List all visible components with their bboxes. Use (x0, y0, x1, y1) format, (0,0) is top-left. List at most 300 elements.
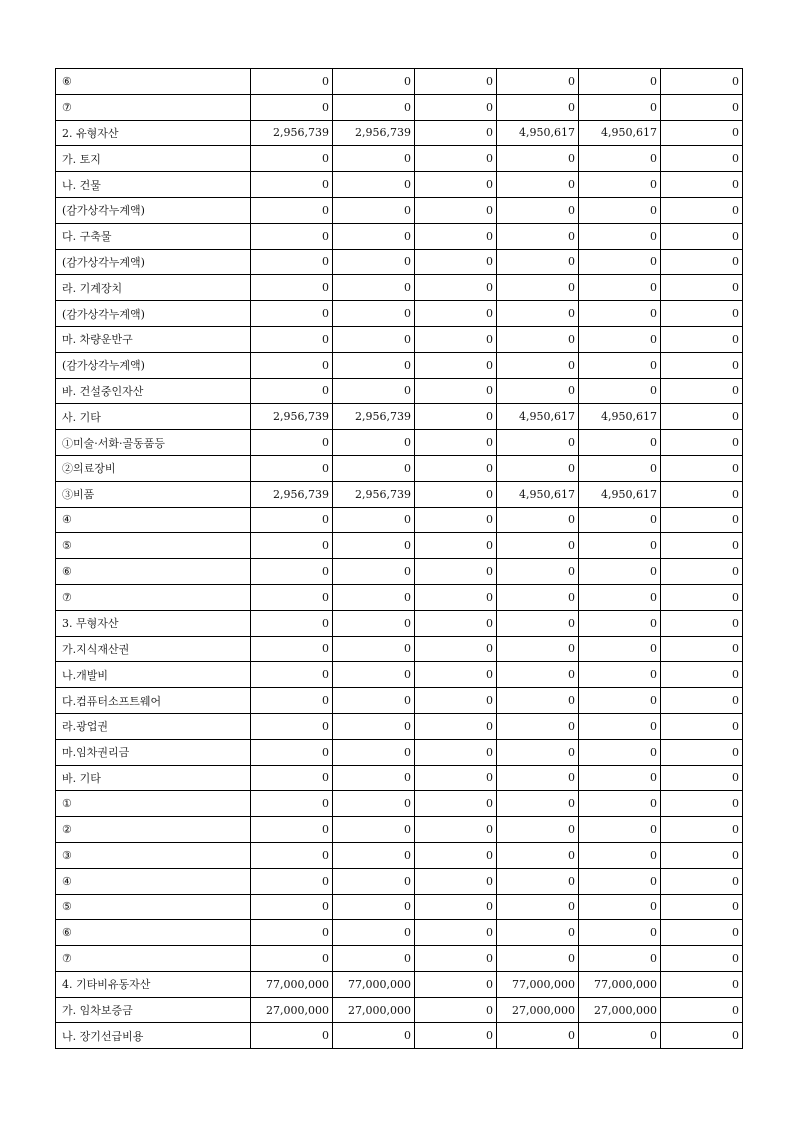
row-value-col-2: 0 (333, 249, 415, 275)
row-value-col-4: 0 (497, 223, 579, 249)
row-value-col-6: 0 (661, 920, 743, 946)
row-value-col-4: 0 (497, 739, 579, 765)
row-value-col-3: 0 (415, 275, 497, 301)
row-value-col-4: 0 (497, 533, 579, 559)
table-row (56, 1023, 743, 1049)
row-value-col-4: 0 (497, 1023, 579, 1049)
row-value-col-6: 0 (661, 326, 743, 352)
row-value-col-2: 0 (333, 894, 415, 920)
row-value-col-3: 0 (415, 817, 497, 843)
row-value-col-1: 0 (251, 430, 333, 456)
row-value-col-3: 0 (415, 894, 497, 920)
row-value-col-4: 0 (497, 791, 579, 817)
table-row (56, 997, 743, 1023)
table-row (56, 455, 743, 481)
row-value-col-1: 0 (251, 352, 333, 378)
row-value-col-5: 0 (579, 326, 661, 352)
row-value-col-1: 77,000,000 (251, 971, 333, 997)
row-value-col-3: 0 (415, 301, 497, 327)
row-value-col-6: 0 (661, 1023, 743, 1049)
row-value-col-6: 0 (661, 507, 743, 533)
row-value-col-6: 0 (661, 120, 743, 146)
row-value-col-5: 0 (579, 584, 661, 610)
row-value-col-2: 0 (333, 326, 415, 352)
row-value-col-2: 77,000,000 (333, 971, 415, 997)
row-value-col-4: 0 (497, 946, 579, 972)
row-value-col-4: 4,950,617 (497, 404, 579, 430)
row-value-col-2: 0 (333, 507, 415, 533)
row-value-col-4: 0 (497, 584, 579, 610)
row-value-col-6: 0 (661, 94, 743, 120)
row-value-col-6: 0 (661, 610, 743, 636)
row-value-col-3: 0 (415, 997, 497, 1023)
table-row (56, 739, 743, 765)
row-label: 마.임차권리금 (56, 739, 251, 765)
row-value-col-6: 0 (661, 172, 743, 198)
table-row (56, 301, 743, 327)
row-value-col-4: 0 (497, 146, 579, 172)
row-value-col-2: 0 (333, 791, 415, 817)
row-value-col-2: 0 (333, 868, 415, 894)
table-row (56, 533, 743, 559)
row-value-col-2: 0 (333, 378, 415, 404)
row-value-col-2: 0 (333, 1023, 415, 1049)
table-row (56, 69, 743, 95)
row-label: 라. 기계장치 (56, 275, 251, 301)
row-value-col-3: 0 (415, 662, 497, 688)
row-value-col-4: 0 (497, 894, 579, 920)
row-value-col-3: 0 (415, 172, 497, 198)
row-value-col-3: 0 (415, 971, 497, 997)
row-label: 나.개발비 (56, 662, 251, 688)
row-value-col-2: 0 (333, 275, 415, 301)
row-value-col-4: 0 (497, 197, 579, 223)
row-value-col-6: 0 (661, 378, 743, 404)
row-value-col-3: 0 (415, 920, 497, 946)
row-value-col-4: 0 (497, 507, 579, 533)
row-label: (감가상각누계액) (56, 352, 251, 378)
row-value-col-4: 0 (497, 610, 579, 636)
row-value-col-4: 0 (497, 455, 579, 481)
table-row (56, 894, 743, 920)
table-row (56, 94, 743, 120)
table-row (56, 920, 743, 946)
row-value-col-2: 0 (333, 946, 415, 972)
table-row (56, 378, 743, 404)
row-value-col-3: 0 (415, 326, 497, 352)
row-value-col-5: 0 (579, 430, 661, 456)
row-value-col-1: 0 (251, 739, 333, 765)
row-value-col-5: 0 (579, 688, 661, 714)
row-value-col-5: 0 (579, 223, 661, 249)
row-value-col-1: 0 (251, 197, 333, 223)
row-value-col-3: 0 (415, 69, 497, 95)
row-value-col-1: 0 (251, 842, 333, 868)
row-label: ④ (56, 868, 251, 894)
row-value-col-1: 0 (251, 791, 333, 817)
row-label: 2. 유형자산 (56, 120, 251, 146)
row-label: 다. 구축물 (56, 223, 251, 249)
row-value-col-6: 0 (661, 559, 743, 585)
table-row (56, 146, 743, 172)
row-value-col-3: 0 (415, 455, 497, 481)
row-value-col-2: 0 (333, 842, 415, 868)
row-value-col-5: 0 (579, 817, 661, 843)
row-value-col-1: 0 (251, 533, 333, 559)
row-value-col-5: 0 (579, 352, 661, 378)
row-value-col-3: 0 (415, 688, 497, 714)
row-value-col-1: 0 (251, 946, 333, 972)
row-label: 바. 기타 (56, 765, 251, 791)
row-value-col-5: 0 (579, 739, 661, 765)
row-value-col-6: 0 (661, 662, 743, 688)
row-value-col-5: 0 (579, 946, 661, 972)
row-value-col-4: 4,950,617 (497, 120, 579, 146)
table-row (56, 688, 743, 714)
row-value-col-5: 0 (579, 713, 661, 739)
row-value-col-1: 0 (251, 69, 333, 95)
row-value-col-1: 0 (251, 765, 333, 791)
row-value-col-1: 2,956,739 (251, 120, 333, 146)
row-value-col-3: 0 (415, 430, 497, 456)
row-value-col-1: 2,956,739 (251, 481, 333, 507)
row-value-col-5: 0 (579, 94, 661, 120)
row-value-col-3: 0 (415, 868, 497, 894)
row-value-col-3: 0 (415, 946, 497, 972)
row-value-col-1: 0 (251, 507, 333, 533)
row-value-col-4: 0 (497, 636, 579, 662)
row-value-col-3: 0 (415, 559, 497, 585)
row-value-col-1: 2,956,739 (251, 404, 333, 430)
row-label: 가. 임차보증금 (56, 997, 251, 1023)
row-value-col-2: 0 (333, 688, 415, 714)
row-value-col-2: 0 (333, 197, 415, 223)
row-value-col-4: 0 (497, 275, 579, 301)
row-label: ⑥ (56, 69, 251, 95)
row-label: 가. 토지 (56, 146, 251, 172)
row-value-col-4: 0 (497, 920, 579, 946)
row-value-col-5: 77,000,000 (579, 971, 661, 997)
row-value-col-5: 0 (579, 275, 661, 301)
row-value-col-6: 0 (661, 455, 743, 481)
row-value-col-6: 0 (661, 352, 743, 378)
row-value-col-6: 0 (661, 404, 743, 430)
row-value-col-2: 0 (333, 301, 415, 327)
row-value-col-5: 0 (579, 868, 661, 894)
row-value-col-3: 0 (415, 352, 497, 378)
row-value-col-2: 0 (333, 94, 415, 120)
row-value-col-3: 0 (415, 249, 497, 275)
row-value-col-4: 27,000,000 (497, 997, 579, 1023)
row-value-col-2: 0 (333, 765, 415, 791)
row-value-col-5: 0 (579, 301, 661, 327)
row-value-col-1: 0 (251, 223, 333, 249)
row-value-col-2: 0 (333, 559, 415, 585)
row-value-col-2: 0 (333, 223, 415, 249)
table-row (56, 249, 743, 275)
row-value-col-5: 0 (579, 894, 661, 920)
row-value-col-3: 0 (415, 584, 497, 610)
row-value-col-6: 0 (661, 146, 743, 172)
row-value-col-1: 0 (251, 920, 333, 946)
row-value-col-3: 0 (415, 223, 497, 249)
row-value-col-4: 0 (497, 662, 579, 688)
row-value-col-4: 0 (497, 713, 579, 739)
table-row (56, 559, 743, 585)
row-label: 바. 건설중인자산 (56, 378, 251, 404)
row-value-col-5: 0 (579, 533, 661, 559)
row-value-col-2: 2,956,739 (333, 481, 415, 507)
row-value-col-1: 0 (251, 817, 333, 843)
row-value-col-1: 0 (251, 713, 333, 739)
row-value-col-3: 0 (415, 481, 497, 507)
row-value-col-2: 0 (333, 430, 415, 456)
row-value-col-2: 0 (333, 636, 415, 662)
row-label: (감가상각누계액) (56, 249, 251, 275)
row-value-col-3: 0 (415, 636, 497, 662)
row-value-col-3: 0 (415, 713, 497, 739)
row-value-col-5: 0 (579, 610, 661, 636)
table-row (56, 326, 743, 352)
row-value-col-5: 0 (579, 662, 661, 688)
row-label: ⑤ (56, 894, 251, 920)
row-value-col-5: 0 (579, 765, 661, 791)
row-label: 사. 기타 (56, 404, 251, 430)
row-value-col-4: 0 (497, 94, 579, 120)
row-value-col-3: 0 (415, 404, 497, 430)
row-value-col-3: 0 (415, 1023, 497, 1049)
row-value-col-3: 0 (415, 739, 497, 765)
row-label: 가.지식재산권 (56, 636, 251, 662)
table-row (56, 842, 743, 868)
row-value-col-6: 0 (661, 765, 743, 791)
row-label: ⑦ (56, 584, 251, 610)
row-value-col-6: 0 (661, 533, 743, 559)
row-value-col-3: 0 (415, 378, 497, 404)
row-label: 나. 장기선급비용 (56, 1023, 251, 1049)
row-value-col-5: 0 (579, 197, 661, 223)
row-label: (감가상각누계액) (56, 197, 251, 223)
row-value-col-1: 0 (251, 559, 333, 585)
table-row (56, 507, 743, 533)
row-value-col-5: 0 (579, 146, 661, 172)
row-value-col-5: 0 (579, 507, 661, 533)
row-value-col-6: 0 (661, 584, 743, 610)
row-value-col-2: 0 (333, 662, 415, 688)
row-value-col-5: 4,950,617 (579, 404, 661, 430)
row-value-col-5: 0 (579, 636, 661, 662)
row-value-col-4: 0 (497, 352, 579, 378)
row-value-col-3: 0 (415, 94, 497, 120)
row-value-col-6: 0 (661, 713, 743, 739)
row-value-col-1: 0 (251, 326, 333, 352)
row-label: ⑦ (56, 946, 251, 972)
row-value-col-5: 4,950,617 (579, 481, 661, 507)
table-row (56, 868, 743, 894)
row-value-col-2: 0 (333, 920, 415, 946)
row-value-col-4: 0 (497, 172, 579, 198)
row-value-col-4: 0 (497, 765, 579, 791)
row-value-col-6: 0 (661, 971, 743, 997)
row-value-col-4: 0 (497, 249, 579, 275)
table-row (56, 791, 743, 817)
table-row (56, 765, 743, 791)
table-row (56, 172, 743, 198)
row-value-col-2: 0 (333, 610, 415, 636)
row-value-col-4: 77,000,000 (497, 971, 579, 997)
row-value-col-4: 0 (497, 842, 579, 868)
table-row (56, 404, 743, 430)
row-label: 4. 기타비유동자산 (56, 971, 251, 997)
row-value-col-2: 0 (333, 146, 415, 172)
row-label: ① (56, 791, 251, 817)
row-label: ②의료장비 (56, 455, 251, 481)
table-row (56, 662, 743, 688)
table-row (56, 971, 743, 997)
row-value-col-6: 0 (661, 997, 743, 1023)
row-value-col-5: 0 (579, 455, 661, 481)
row-value-col-6: 0 (661, 249, 743, 275)
row-value-col-1: 0 (251, 146, 333, 172)
row-value-col-2: 0 (333, 584, 415, 610)
row-value-col-6: 0 (661, 817, 743, 843)
row-value-col-5: 0 (579, 920, 661, 946)
row-label: 다.컴퓨터소프트웨어 (56, 688, 251, 714)
row-value-col-4: 0 (497, 817, 579, 843)
row-value-col-4: 0 (497, 559, 579, 585)
row-value-col-4: 4,950,617 (497, 481, 579, 507)
row-value-col-2: 27,000,000 (333, 997, 415, 1023)
row-label: ①미술·서화·골동품등 (56, 430, 251, 456)
table-row (56, 223, 743, 249)
row-value-col-5: 0 (579, 249, 661, 275)
row-value-col-2: 0 (333, 533, 415, 559)
row-value-col-5: 0 (579, 172, 661, 198)
row-value-col-3: 0 (415, 146, 497, 172)
row-value-col-4: 0 (497, 301, 579, 327)
table-row (56, 275, 743, 301)
row-value-col-4: 0 (497, 378, 579, 404)
row-value-col-1: 0 (251, 868, 333, 894)
row-value-col-6: 0 (661, 481, 743, 507)
row-value-col-5: 0 (579, 842, 661, 868)
row-value-col-6: 0 (661, 430, 743, 456)
row-value-col-1: 0 (251, 301, 333, 327)
row-value-col-4: 0 (497, 326, 579, 352)
row-value-col-2: 0 (333, 352, 415, 378)
row-label: ③ (56, 842, 251, 868)
row-value-col-6: 0 (661, 275, 743, 301)
row-label: ⑥ (56, 559, 251, 585)
row-value-col-1: 0 (251, 455, 333, 481)
row-value-col-2: 0 (333, 455, 415, 481)
row-value-col-1: 0 (251, 1023, 333, 1049)
row-value-col-2: 0 (333, 713, 415, 739)
row-label: 3. 무형자산 (56, 610, 251, 636)
row-value-col-5: 0 (579, 1023, 661, 1049)
row-label: 나. 건물 (56, 172, 251, 198)
asset-table-body (56, 69, 743, 1049)
row-value-col-3: 0 (415, 533, 497, 559)
row-label: ⑤ (56, 533, 251, 559)
table-row (56, 713, 743, 739)
row-value-col-1: 0 (251, 610, 333, 636)
table-row (56, 352, 743, 378)
row-value-col-4: 0 (497, 69, 579, 95)
row-value-col-1: 0 (251, 275, 333, 301)
row-value-col-6: 0 (661, 946, 743, 972)
row-value-col-2: 0 (333, 172, 415, 198)
row-label: ③비품 (56, 481, 251, 507)
row-value-col-3: 0 (415, 765, 497, 791)
table-row (56, 430, 743, 456)
row-value-col-3: 0 (415, 842, 497, 868)
table-row (56, 584, 743, 610)
row-label: 라.광업권 (56, 713, 251, 739)
table-row (56, 610, 743, 636)
row-value-col-2: 0 (333, 69, 415, 95)
row-value-col-6: 0 (661, 842, 743, 868)
row-value-col-6: 0 (661, 868, 743, 894)
row-value-col-1: 0 (251, 662, 333, 688)
table-row (56, 120, 743, 146)
row-value-col-6: 0 (661, 739, 743, 765)
row-value-col-1: 0 (251, 94, 333, 120)
row-value-col-1: 0 (251, 249, 333, 275)
row-value-col-3: 0 (415, 610, 497, 636)
row-value-col-1: 0 (251, 378, 333, 404)
row-label: ⑦ (56, 94, 251, 120)
row-value-col-1: 0 (251, 636, 333, 662)
table-row (56, 481, 743, 507)
row-value-col-3: 0 (415, 791, 497, 817)
row-value-col-1: 27,000,000 (251, 997, 333, 1023)
row-value-col-4: 0 (497, 688, 579, 714)
row-value-col-5: 0 (579, 69, 661, 95)
row-label: 마. 차량운반구 (56, 326, 251, 352)
row-value-col-6: 0 (661, 197, 743, 223)
row-value-col-3: 0 (415, 197, 497, 223)
row-value-col-2: 2,956,739 (333, 120, 415, 146)
row-value-col-4: 0 (497, 868, 579, 894)
table-row (56, 636, 743, 662)
row-value-col-6: 0 (661, 894, 743, 920)
row-value-col-5: 0 (579, 791, 661, 817)
row-label: (감가상각누계액) (56, 301, 251, 327)
row-value-col-5: 0 (579, 378, 661, 404)
row-value-col-5: 27,000,000 (579, 997, 661, 1023)
row-value-col-3: 0 (415, 120, 497, 146)
row-value-col-6: 0 (661, 791, 743, 817)
row-value-col-3: 0 (415, 507, 497, 533)
row-value-col-1: 0 (251, 894, 333, 920)
row-value-col-6: 0 (661, 69, 743, 95)
row-label: ④ (56, 507, 251, 533)
row-value-col-5: 0 (579, 559, 661, 585)
asset-table (55, 68, 743, 1049)
row-value-col-6: 0 (661, 223, 743, 249)
row-value-col-1: 0 (251, 688, 333, 714)
table-row (56, 817, 743, 843)
row-value-col-2: 0 (333, 817, 415, 843)
row-value-col-4: 0 (497, 430, 579, 456)
table-row (56, 946, 743, 972)
row-value-col-2: 2,956,739 (333, 404, 415, 430)
row-value-col-6: 0 (661, 301, 743, 327)
row-value-col-6: 0 (661, 636, 743, 662)
row-label: ② (56, 817, 251, 843)
table-row (56, 197, 743, 223)
